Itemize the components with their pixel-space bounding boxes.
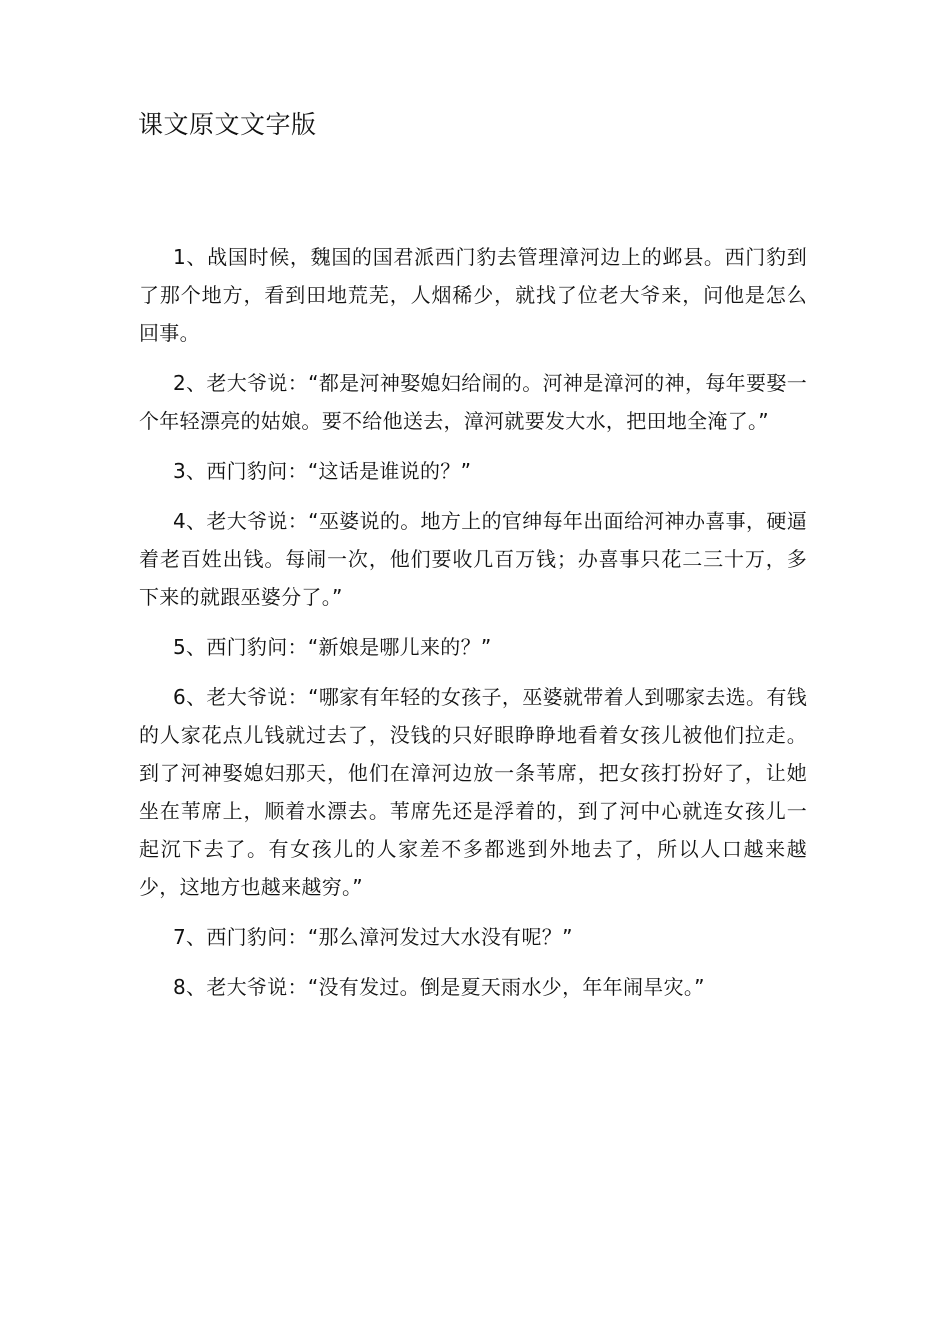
document-body <box>139 238 807 1018</box>
paragraph-6: 6、老大爷说：“哪家有年轻的女孩子，巫婆就带着人到哪家去选。有钱的人家花点儿钱就过去了，没钱的只好眼睁睁地看着女孩儿被他们拉走。到了河神娶媳妇那天，他们在漳河边放一条苇席，把女孩打扮好了，让她坐在苇席上，顺着水漂去。苇席先还是浮着的，到了河中心就连女孩儿一起沉下去了。有女孩儿的人家差不多都逃到外地去了，所以人口越来越少，这地方也越来越穷。” <box>139 685 807 899</box>
paragraph-5: 5、西门豹问：“新娘是哪儿来的？” <box>173 635 492 659</box>
document-title: 课文原文文字版 <box>138 110 317 139</box>
paragraph-3: 3、西门豹问：“这话是谁说的？” <box>173 459 472 483</box>
paragraph-4: 4、老大爷说：“巫婆说的。地方上的官绅每年出面给河神办喜事，硬逼着老百姓出钱。每闹一次，他们要收几百万钱；办喜事只花二三十万，多下来的就跟巫婆分了。” <box>139 509 807 609</box>
paragraph-1: 1、战国时候，魏国的国君派西门豹去管理漳河边上的邺县。西门豹到了那个地方，看到田地荒芜，人烟稀少，就找了位老大爷来，问他是怎么回事。 <box>139 245 807 345</box>
paragraph-7: 7、西门豹问：“那么漳河发过大水没有呢？” <box>173 925 573 949</box>
paragraph-8: 8、老大爷说：“没有发过。倒是夏天雨水少，年年闹旱灾。” <box>173 975 705 999</box>
paragraph-2: 2、老大爷说：“都是河神娶媳妇给闹的。河神是漳河的神，每年要娶一个年轻漂亮的姑娘。要不给他送去，漳河就要发大水，把田地全淹了。” <box>139 371 807 433</box>
